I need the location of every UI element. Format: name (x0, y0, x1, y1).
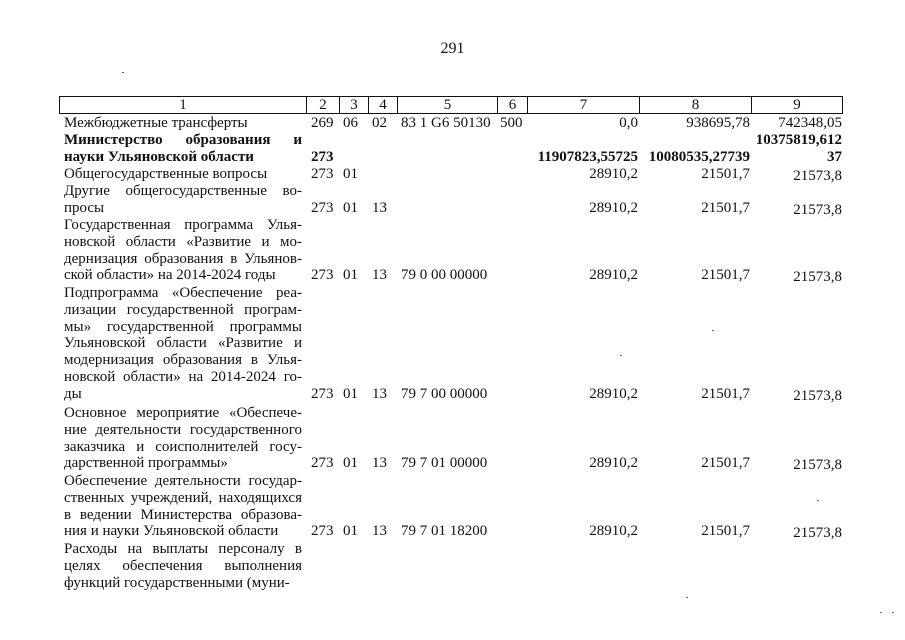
amount-9-cell: 21573,8 (793, 168, 842, 184)
amount-8-cell: 21501,7 (701, 523, 750, 540)
column-header-8: 8 (639, 97, 751, 113)
amount-8-cell: 938695,78 (686, 115, 750, 131)
scan-speck (892, 612, 894, 613)
amount-7-cell: 28910,2 (589, 267, 638, 284)
code-4-cell: 13 (372, 385, 387, 402)
amount-7-cell: 28910,2 (589, 455, 638, 472)
amount-9-cell-continuation: 37 (827, 148, 842, 165)
code-2-cell: 273 (311, 267, 334, 284)
row-name-line: ственных учреждений, находящихся (64, 489, 302, 506)
row-name-line: модернизация образования в Улья- (64, 352, 302, 369)
amount-9-cell: 21573,8 (793, 387, 842, 404)
row-name-line: ды (64, 385, 82, 402)
row-name-line: Государственная программа Улья- (64, 217, 302, 233)
amount-7-cell: 11907823,55725 (537, 148, 638, 165)
row-name-line: Ульяновской области «Развитие и (64, 335, 302, 352)
code-3-cell: 01 (343, 267, 358, 284)
code-3-cell: 01 (343, 455, 358, 472)
code-2-cell: 273 (311, 199, 334, 216)
scan-speck (686, 597, 688, 598)
row-name (64, 183, 302, 217)
code-2-cell: 273 (311, 166, 334, 182)
table-header-row (59, 96, 843, 114)
scan-speck (620, 355, 622, 356)
row-name-line: заказчика и соисполнителей госу- (64, 438, 302, 455)
code-5-cell: 83 1 G6 50130 (401, 115, 491, 131)
amount-8-cell: 21501,7 (701, 267, 750, 284)
row-name-line: Обеспечение деятельности государ- (64, 473, 302, 489)
row-name-line: целях обеспечения выполнения (64, 557, 302, 574)
column-header-5: 5 (397, 97, 497, 113)
scan-speck (122, 72, 124, 73)
row-name (64, 166, 302, 183)
amount-9-cell: 21573,8 (793, 269, 842, 286)
code-4-cell: 13 (372, 455, 387, 472)
row-name-line: ской области» на 2014-2024 годы (64, 267, 276, 284)
code-6-cell: 500 (500, 115, 523, 131)
column-header-4: 4 (368, 97, 397, 113)
code-2-cell: 273 (311, 385, 334, 402)
code-5-cell: 79 0 00 00000 (401, 267, 488, 284)
amount-7-cell: 28910,2 (589, 385, 638, 402)
amount-7-cell: 28910,2 (589, 199, 638, 216)
code-4-cell: 13 (372, 199, 387, 216)
amount-8-cell: 21501,7 (701, 166, 750, 182)
amount-8-cell: 21501,7 (701, 385, 750, 402)
row-name-line: Общегосударственные вопросы (64, 166, 268, 182)
column-header-9: 9 (751, 97, 842, 113)
amount-8-cell: 21501,7 (701, 199, 750, 216)
row-name-line: Министерство образования и (64, 132, 302, 148)
code-3-cell: 01 (343, 199, 358, 216)
code-5-cell: 79 7 01 18200 (401, 523, 488, 540)
row-name-line: лизации государственной програм- (64, 301, 302, 318)
row-name-line: Подпрограмма «Обеспечение реа- (64, 285, 302, 301)
code-4-cell: 02 (372, 115, 387, 131)
code-3-cell: 01 (343, 166, 358, 182)
amount-9-cell: 21573,8 (793, 201, 842, 218)
code-4-cell: 13 (372, 523, 387, 540)
row-name-line: дарственной программы» (64, 455, 228, 472)
code-2-cell: 273 (311, 455, 334, 472)
row-name-line: Другие общегосударственные во- (64, 183, 302, 199)
scan-speck (712, 330, 714, 331)
row-name-line: ния и науки Ульяновской области (64, 523, 279, 540)
code-2-cell: 269 (311, 115, 334, 131)
row-name-line: Расходы на выплаты персоналу в (64, 541, 302, 557)
scan-speck (880, 612, 882, 613)
code-5-cell: 79 7 00 00000 (401, 385, 488, 402)
row-name-line: функций государственными (муни- (64, 574, 290, 591)
row-name-line: просы (64, 199, 105, 216)
page-number: 291 (440, 40, 465, 57)
code-5-cell: 79 7 01 00000 (401, 455, 488, 472)
row-name (64, 115, 302, 132)
amount-9-cell: 21573,8 (793, 525, 842, 542)
column-header-3: 3 (339, 97, 368, 113)
amount-7-cell: 28910,2 (589, 523, 638, 540)
amount-8-cell: 10080535,27739 (648, 148, 750, 165)
amount-9-cell: 742348,05 (778, 115, 842, 131)
amount-7-cell: 0,0 (619, 115, 638, 131)
row-name-line: Основное мероприятие «Обеспече- (64, 405, 302, 421)
amount-7-cell: 28910,2 (589, 166, 638, 182)
amount-8-cell: 21501,7 (701, 455, 750, 472)
row-name (64, 473, 302, 540)
code-4-cell: 13 (372, 267, 387, 284)
row-name (64, 405, 302, 472)
code-3-cell: 06 (343, 115, 358, 131)
code-3-cell: 01 (343, 385, 358, 402)
row-name-line: дернизация образования в Ульянов- (64, 250, 302, 267)
scan-speck (817, 500, 819, 501)
amount-9-cell: 21573,8 (793, 457, 842, 474)
row-name (64, 285, 302, 403)
column-header-1: 1 (179, 97, 187, 113)
code-2-cell: 273 (311, 523, 334, 540)
column-header-2: 2 (306, 97, 339, 113)
row-name (64, 132, 302, 166)
row-name-line: науки Ульяновской области (64, 148, 254, 165)
row-name-line: мы» государственной программы (64, 318, 302, 335)
code-3-cell: 01 (343, 523, 358, 540)
row-name-line: ние деятельности государственного (64, 421, 302, 438)
code-2-cell: 273 (311, 148, 334, 165)
row-name-line: в ведении Министерства образова- (64, 506, 302, 523)
row-name (64, 217, 302, 284)
column-header-6: 6 (497, 97, 527, 113)
row-name-line: Межбюджетные трансферты (64, 115, 248, 131)
row-name-line: новской области» на 2014-2024 го- (64, 368, 302, 385)
row-name-line: новской области «Развитие и мо- (64, 233, 302, 250)
column-header-7: 7 (527, 97, 639, 113)
row-name (64, 541, 302, 591)
amount-9-cell: 10375819,612 (755, 132, 842, 148)
